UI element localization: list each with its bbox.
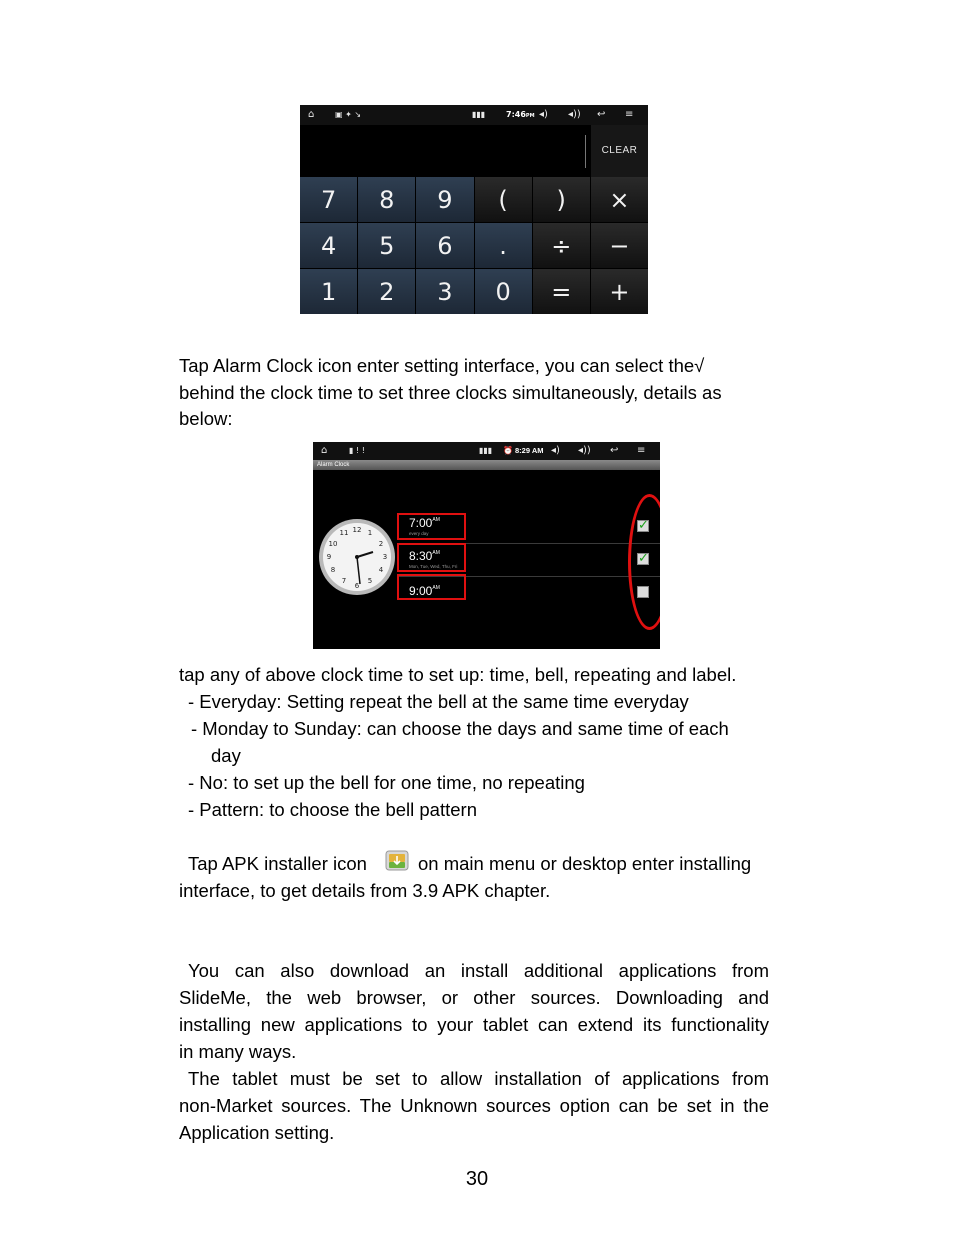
home-icon: ⌂ bbox=[308, 109, 315, 120]
setup-intro: tap any of above clock time to set up: time, bell, repeating and label. bbox=[179, 664, 737, 685]
keypad bbox=[300, 177, 648, 314]
setup-no: - No: to set up the bell for one time, no repeating bbox=[188, 772, 585, 793]
clear-button[interactable]: CLEAR bbox=[591, 125, 648, 177]
unknown-line-1: The tablet must be set to allow installation of applications from bbox=[188, 1068, 769, 1089]
key-multiply[interactable]: × bbox=[591, 177, 648, 222]
signal-icon: ▮▮▮ bbox=[479, 446, 493, 455]
key-6[interactable]: 6 bbox=[416, 223, 473, 268]
volume-down-icon[interactable]: ◂) bbox=[539, 109, 548, 120]
key-open-paren[interactable]: ( bbox=[475, 177, 532, 222]
setup-everyday: - Everyday: Setting repeat the bell at the same time everyday bbox=[188, 691, 689, 712]
alarm-time-3[interactable]: $9:00^{AM}$ bbox=[409, 584, 440, 598]
key-2[interactable]: 2 bbox=[358, 269, 415, 314]
clock-number: 7 bbox=[341, 577, 347, 585]
key-3[interactable]: 3 bbox=[416, 269, 473, 314]
apk-installer-icon bbox=[385, 849, 409, 871]
volume-up-icon[interactable]: ◂)) bbox=[578, 445, 591, 456]
download-line-3: installing new applications to your tablet can extend its functionality bbox=[179, 1014, 769, 1035]
signal-icon: ▮▮▮ bbox=[472, 110, 486, 119]
alarm-paragraph-line-2: behind the clock time to set three clocks simultaneously, details as bbox=[179, 382, 722, 403]
volume-up-icon[interactable]: ◂)) bbox=[568, 109, 581, 120]
key-close-paren[interactable]: ) bbox=[533, 177, 590, 222]
highlight-box bbox=[397, 574, 466, 600]
key-4[interactable]: 4 bbox=[300, 223, 357, 268]
key-decimal[interactable]: . bbox=[475, 223, 532, 268]
back-icon[interactable]: ↩ bbox=[610, 445, 619, 456]
clock-number: 12 bbox=[352, 526, 362, 534]
alarm-clock-screenshot bbox=[313, 442, 660, 649]
download-line-4: in many ways. bbox=[179, 1041, 297, 1062]
menu-icon[interactable]: ≡ bbox=[637, 445, 646, 456]
status-time: 7:46PM bbox=[506, 110, 535, 119]
text-cursor bbox=[585, 135, 586, 168]
key-divide[interactable]: ÷ bbox=[533, 223, 590, 268]
key-minus[interactable]: − bbox=[591, 223, 648, 268]
page-number: 30 bbox=[465, 1168, 489, 1190]
clock-number: 5 bbox=[367, 577, 373, 585]
alarm-paragraph-line-3: below: bbox=[179, 408, 233, 429]
clock-number: 9 bbox=[326, 553, 332, 561]
highlight-box bbox=[397, 513, 466, 540]
calculator-display bbox=[300, 125, 590, 177]
alarm-time-2[interactable]: $8:30^{AM}$ bbox=[409, 549, 440, 563]
alarm-repeat-2: Mon, Tue, Wed, Thu, Fri bbox=[409, 564, 458, 569]
back-icon[interactable]: ↩ bbox=[597, 109, 606, 120]
key-7[interactable]: 7 bbox=[300, 177, 357, 222]
highlight-box bbox=[397, 543, 466, 572]
key-equals[interactable]: = bbox=[533, 269, 590, 314]
key-1[interactable]: 1 bbox=[300, 269, 357, 314]
status-bar bbox=[300, 105, 648, 125]
notification-icons: ▣ ✦ ↘ bbox=[335, 110, 362, 119]
analog-clock bbox=[318, 518, 396, 596]
calculator-screenshot bbox=[300, 105, 648, 314]
key-5[interactable]: 5 bbox=[358, 223, 415, 268]
clock-number: 3 bbox=[382, 553, 388, 561]
highlight-oval bbox=[628, 494, 660, 630]
key-0[interactable]: 0 bbox=[475, 269, 532, 314]
clock-number: 1 bbox=[367, 529, 373, 537]
download-line-2: SlideMe, the web browser, or other sources. Downloading and bbox=[179, 987, 769, 1008]
alarm-paragraph-line-1: Tap Alarm Clock icon enter setting interface, you can select the√ bbox=[179, 355, 705, 376]
key-8[interactable]: 8 bbox=[358, 177, 415, 222]
clock-number: 11 bbox=[339, 529, 349, 537]
clock-number: 2 bbox=[378, 540, 384, 548]
alarm-repeat-1: every day bbox=[409, 531, 429, 536]
status-time: 8:29 AM bbox=[515, 446, 544, 455]
key-plus[interactable]: + bbox=[591, 269, 648, 314]
apk-line-2: interface, to get details from 3.9 APK chapter. bbox=[179, 880, 551, 901]
clock-number: 4 bbox=[378, 566, 384, 574]
status-bar bbox=[313, 442, 660, 460]
alarm-time-1[interactable]: $7:00^{AM}$ bbox=[409, 516, 440, 530]
setup-monday-sunday: - Monday to Sunday: can choose the days and same time of each bbox=[191, 718, 729, 739]
setup-monday-sunday-cont: day bbox=[211, 745, 241, 766]
clock-number: 6 bbox=[354, 582, 360, 590]
unknown-line-3: Application setting. bbox=[179, 1122, 335, 1143]
volume-down-icon[interactable]: ◂) bbox=[551, 445, 560, 456]
alarm-status-icon: ⏰ bbox=[503, 446, 513, 455]
apk-line-1b: on main menu or desktop enter installing bbox=[418, 853, 752, 874]
unknown-line-2: non-Market sources. The Unknown sources option can be set in the bbox=[179, 1095, 769, 1116]
app-title: Alarm Clock bbox=[313, 460, 660, 470]
clock-number: 10 bbox=[328, 540, 338, 548]
home-icon: ⌂ bbox=[321, 445, 328, 456]
apk-line-1a: Tap APK installer icon bbox=[188, 853, 367, 874]
setup-pattern: - Pattern: to choose the bell pattern bbox=[188, 799, 477, 820]
notification-icons: ▮ ! ! bbox=[349, 446, 365, 455]
download-line-1: You can also download an install additional applications from bbox=[188, 960, 769, 981]
key-9[interactable]: 9 bbox=[416, 177, 473, 222]
menu-icon[interactable]: ≡ bbox=[625, 109, 634, 120]
clock-number: 8 bbox=[330, 566, 336, 574]
